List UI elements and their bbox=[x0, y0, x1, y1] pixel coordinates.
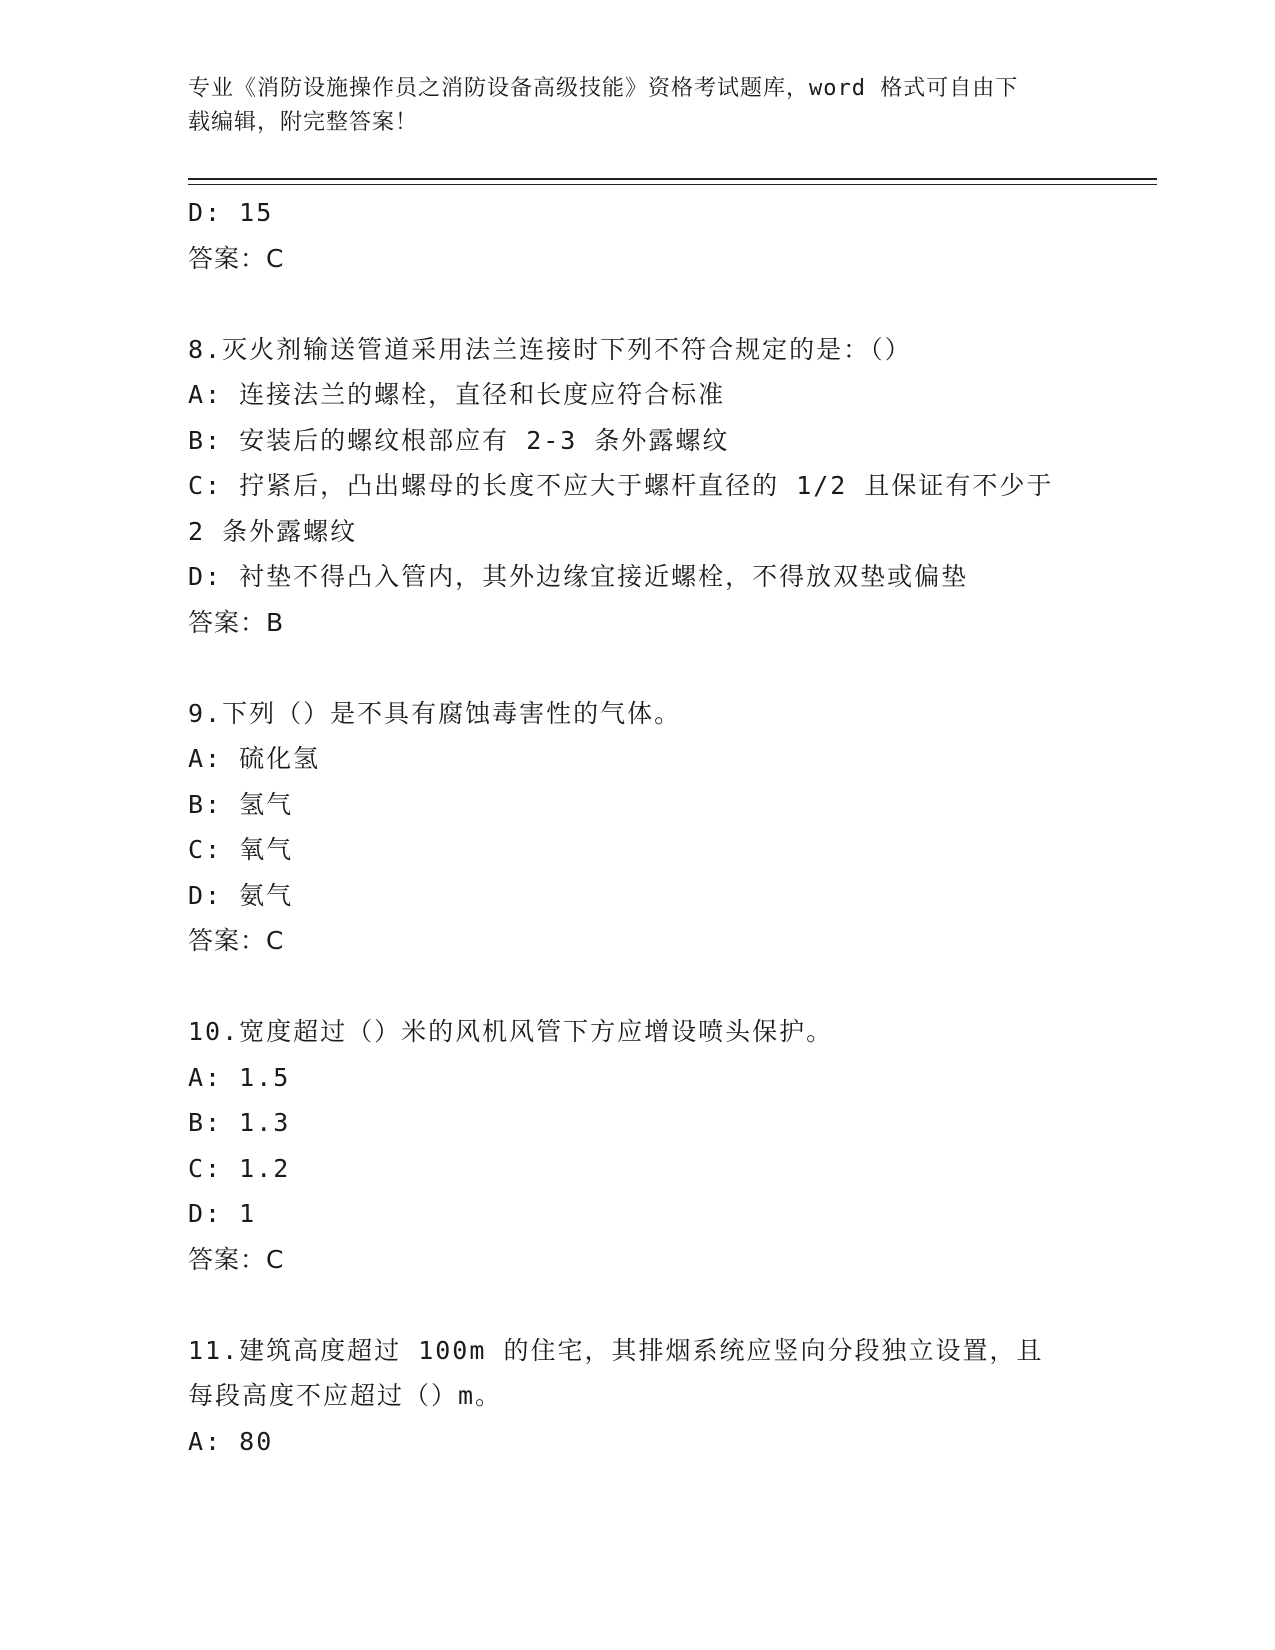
question-10 bbox=[188, 1009, 1088, 1282]
header-line-1: 专业《消防设施操作员之消防设备高级技能》资格考试题库，word 格式可自由下 bbox=[188, 76, 1019, 101]
spacer bbox=[188, 281, 1088, 327]
question-text: 9.下列（）是不具有腐蚀毒害性的气体。 bbox=[188, 698, 682, 728]
option-d: D: 衬垫不得凸入管内，其外边缘宜接近螺栓，不得放双垫或偏垫 bbox=[188, 562, 969, 591]
question-11 bbox=[188, 1328, 1088, 1465]
option-d: D: 1 bbox=[188, 1199, 257, 1228]
answer-line: 答案：C bbox=[188, 1244, 285, 1274]
option-c: C: 1.2 bbox=[188, 1153, 291, 1183]
header-divider-thick bbox=[188, 178, 1157, 180]
question-text: 8.灭火剂输送管道采用法兰连接时下列不符合规定的是：（） bbox=[188, 334, 912, 364]
question-text: 11.建筑高度超过 100m 的住宅，其排烟系统应竖向分段独立设置，且 bbox=[188, 1335, 1044, 1365]
option-b: B: 氢气 bbox=[188, 789, 294, 819]
spacer bbox=[188, 1282, 1088, 1328]
option-a: A: 硫化氢 bbox=[188, 744, 321, 773]
question-8 bbox=[188, 327, 1088, 646]
option-c: C: 拧紧后，凸出螺母的长度不应大于螺杆直径的 1/2 且保证有不少于 bbox=[188, 471, 1054, 500]
option-c: C: 氧气 bbox=[188, 835, 294, 864]
option-a: A: 80 bbox=[188, 1426, 274, 1456]
option-a: A: 连接法兰的螺栓，直径和长度应符合标准 bbox=[188, 380, 726, 409]
option-c-continued: 2 条外露螺纹 bbox=[188, 516, 358, 546]
question-text: 10.宽度超过（）米的风机风管下方应增设喷头保护。 bbox=[188, 1017, 834, 1046]
header-line-2: 载编辑，附完整答案！ bbox=[188, 110, 419, 135]
question-text-continued: 每段高度不应超过（）m。 bbox=[188, 1381, 503, 1410]
option-b: B: 1.3 bbox=[188, 1108, 291, 1137]
answer-line: 答案：C bbox=[188, 926, 285, 955]
option-d: D: 15 bbox=[188, 198, 274, 227]
answer-line: 答案：C bbox=[188, 243, 285, 273]
spacer bbox=[188, 645, 1088, 691]
question-9 bbox=[188, 691, 1088, 964]
question-list bbox=[188, 190, 1088, 1464]
option-d: D: 氨气 bbox=[188, 880, 294, 910]
document-header bbox=[188, 72, 1088, 140]
option-a: A: 1.5 bbox=[188, 1062, 291, 1092]
question-7-tail bbox=[188, 190, 1088, 281]
option-b: B: 安装后的螺纹根部应有 2-3 条外露螺纹 bbox=[188, 425, 730, 455]
header-divider-thin bbox=[188, 184, 1157, 185]
spacer bbox=[188, 964, 1088, 1010]
answer-line: 答案：B bbox=[188, 607, 285, 637]
